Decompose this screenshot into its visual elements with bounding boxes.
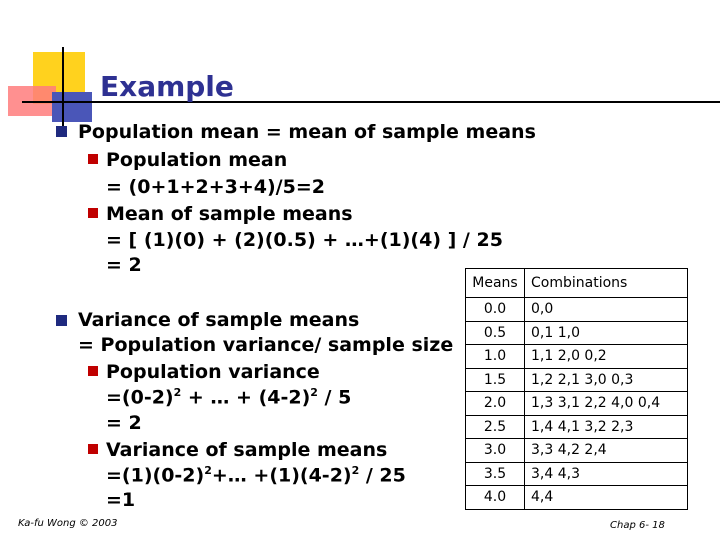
formula-part: =(0-2): [106, 386, 174, 409]
variance-of-sample-means-result: =1: [106, 489, 136, 511]
table-row: [466, 368, 688, 392]
table-row: [466, 298, 688, 322]
cell-mean: 2.5: [466, 415, 525, 439]
footer-page-number: Chap 6- 18: [610, 520, 665, 531]
bullet-marker: [56, 126, 67, 137]
cell-combinations: 3,4 4,3: [525, 462, 688, 486]
cell-combinations: 1,4 4,1 3,2 2,3: [525, 415, 688, 439]
formula-part: / 25: [359, 464, 406, 487]
cell-combinations: 3,3 4,2 2,4: [525, 439, 688, 463]
bullet-population-mean-equals: Population mean = mean of sample means: [78, 121, 536, 143]
bullet-variance-of-sample-means: Variance of sample means: [78, 309, 360, 331]
table-row: [466, 462, 688, 486]
cell-combinations: 1,2 2,1 3,0 0,3: [525, 368, 688, 392]
sub-bullet-marker: [88, 208, 98, 218]
cell-mean: 4.0: [466, 486, 525, 510]
table-row: [466, 486, 688, 510]
sub-bullet-variance-of-sample-means: Variance of sample means: [106, 439, 388, 461]
cell-mean: 2.0: [466, 392, 525, 416]
header-means: Means: [466, 269, 525, 298]
exponent: 2: [204, 464, 212, 477]
sub-bullet-marker: [88, 444, 98, 454]
variance-of-sample-means-formula: [106, 464, 406, 486]
exponent: 2: [351, 464, 360, 477]
cell-mean: 0.0: [466, 298, 525, 322]
variance-relationship: = Population variance/ sample size: [78, 334, 454, 356]
table-row: [466, 439, 688, 463]
sub-bullet-marker: [88, 366, 98, 376]
exponent: 2: [310, 386, 318, 399]
population-mean-formula: = (0+1+2+3+4)/5=2: [106, 176, 325, 198]
cell-mean: 0.5: [466, 321, 525, 345]
decor-blue-square: [52, 92, 92, 122]
sub-bullet-population-mean: Population mean: [106, 149, 288, 171]
decor-vertical-line: [62, 47, 64, 135]
mean-of-sample-means-formula: = [ (1)(0) + (2)(0.5) + …+(1)(4) ] / 25: [106, 229, 503, 251]
cell-mean: 3.5: [466, 462, 525, 486]
formula-part: =(1)(0-2): [106, 464, 205, 487]
table-row: [466, 345, 688, 369]
sub-bullet-marker: [88, 154, 98, 164]
cell-combinations: 4,4: [525, 486, 688, 510]
exponent: 2: [173, 386, 182, 399]
bullet-marker: [56, 315, 67, 326]
table-row: [466, 415, 688, 439]
formula-part: / 5: [317, 386, 352, 409]
population-variance-formula: [106, 386, 351, 408]
table-row: [466, 321, 688, 345]
cell-mean: 3.0: [466, 439, 525, 463]
header-combinations: Combinations: [525, 269, 688, 298]
footer-author: Ka-fu Wong © 2003: [18, 518, 118, 529]
sub-bullet-mean-of-sample-means: Mean of sample means: [106, 203, 353, 225]
cell-mean: 1.5: [466, 368, 525, 392]
cell-combinations: 1,3 3,1 2,2 4,0 0,4: [525, 392, 688, 416]
table-header-row: [466, 269, 688, 298]
cell-combinations: 0,0: [525, 298, 688, 322]
slide-title: Example: [100, 70, 234, 103]
formula-part: + … + (4-2): [181, 386, 311, 409]
mean-of-sample-means-result: = 2: [106, 254, 142, 276]
population-variance-result: = 2: [106, 412, 142, 434]
table-row: [466, 392, 688, 416]
means-combinations-table: [465, 268, 688, 510]
sub-bullet-population-variance: Population variance: [106, 361, 320, 383]
formula-part: +… +(1)(4-2): [211, 464, 352, 487]
cell-combinations: 0,1 1,0: [525, 321, 688, 345]
cell-combinations: 1,1 2,0 0,2: [525, 345, 688, 369]
cell-mean: 1.0: [466, 345, 525, 369]
